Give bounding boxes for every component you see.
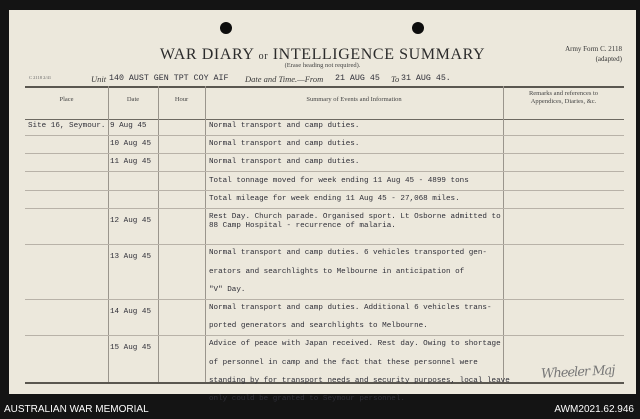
- col-header-place: Place: [59, 96, 74, 103]
- row-rule: [25, 208, 624, 209]
- entry-date: 9 Aug 45: [110, 122, 147, 130]
- entry-text: "V" Day.: [209, 285, 246, 294]
- archive-name: AUSTRALIAN WAR MEMORIAL: [4, 404, 149, 415]
- row-rule: [25, 171, 624, 172]
- entry-place: Site 16, Seymour.: [28, 122, 106, 130]
- divider-hour-summary: [205, 86, 206, 382]
- table-top-rule: [25, 86, 624, 88]
- unit-label: Unit: [91, 74, 107, 84]
- entry-date: 15 Aug 45: [110, 344, 152, 353]
- unit-value: 140 AUST GEN TPT COY AIF: [109, 74, 229, 83]
- entry-text: erators and searchlights to Melbourne in anticipation of: [209, 267, 465, 276]
- entry-text: Normal transport and camp duties.: [209, 140, 360, 149]
- punch-hole-right: [412, 22, 424, 34]
- date-label: Date and Time.—From: [245, 74, 324, 84]
- row-rule: [25, 153, 624, 154]
- entry-text: Normal transport and camp duties. 6 vehicles transported gen-: [209, 249, 487, 258]
- row-rule: [25, 244, 624, 245]
- entry-text: Normal transport and camp duties.: [209, 122, 360, 130]
- entry-text: standing by for transport needs and security purposes, local leave: [209, 376, 510, 385]
- entry-text: ported generators and searchlights to Melbourne.: [209, 322, 428, 331]
- entry-date: 12 Aug 45: [110, 217, 152, 225]
- date-from: 21 AUG 45: [335, 74, 380, 83]
- entry-text: Normal transport and camp duties.: [209, 158, 360, 167]
- entry-text: only could be granted to Seymour personnel.: [209, 395, 405, 403]
- entry-date: 14 Aug 45: [110, 308, 152, 316]
- title-rest: INTELLIGENCE SUMMARY: [272, 46, 486, 63]
- entry-date: 13 Aug 45: [110, 253, 152, 262]
- army-form-label: [565, 44, 622, 64]
- header-bottom-rule: [25, 119, 624, 120]
- punch-hole-left: [220, 22, 232, 34]
- row-rule: [25, 135, 624, 136]
- corner-code: C 2118 2/41: [29, 75, 52, 80]
- title-or: or: [258, 51, 269, 62]
- signature: Wheeler Maj: [540, 363, 615, 382]
- col-header-hour: Hour: [174, 96, 189, 103]
- war-diary-sheet: [9, 10, 636, 403]
- entry-text: Normal transport and camp duties. Additional 6 vehicles trans-: [209, 304, 492, 312]
- divider-date-hour: [158, 86, 159, 382]
- row-rule: [25, 190, 624, 191]
- row-rule: [25, 299, 624, 300]
- divider-summary-remarks: [503, 86, 504, 382]
- entry-text: 88 Camp Hospital - recurrence of malaria.: [209, 222, 396, 231]
- entry-text: Rest Day. Church parade. Organised sport. Lt Osborne admitted to: [209, 213, 501, 221]
- remarks-header-line-1: Remarks and references to: [528, 90, 599, 97]
- col-header-summary: Summary of Events and Information: [306, 96, 402, 103]
- col-header-date: Date: [126, 96, 140, 103]
- archive-reference: AWM2021.62.946: [554, 404, 634, 415]
- army-form-adapted: (adapted): [595, 55, 622, 63]
- army-form-number: Army Form C. 2118: [565, 45, 622, 53]
- row-rule: [25, 335, 624, 336]
- remarks-header-line-2: Appendices, Diaries, &c.: [530, 98, 597, 105]
- to-label: To: [391, 74, 400, 84]
- entry-text: of personnel in camp and the fact that these personnel were: [209, 358, 478, 367]
- entry-text: Advice of peace with Japan received. Rest day. Owing to shortage: [209, 340, 501, 349]
- form-subtitle: (Erase heading not required).: [284, 62, 361, 69]
- date-to: 31 AUG 45.: [401, 74, 451, 83]
- divider-place-date: [108, 86, 109, 382]
- entry-date: 11 Aug 45: [110, 158, 152, 167]
- entry-text: Total tonnage moved for week ending 11 Aug 45 - 4899 tons: [209, 176, 469, 185]
- entry-text: Total mileage for week ending 11 Aug 45 - 27,068 miles.: [209, 194, 460, 203]
- col-header-remarks: [503, 90, 624, 106]
- title-main: WAR DIARY: [159, 46, 254, 63]
- entry-date: 10 Aug 45: [110, 140, 152, 149]
